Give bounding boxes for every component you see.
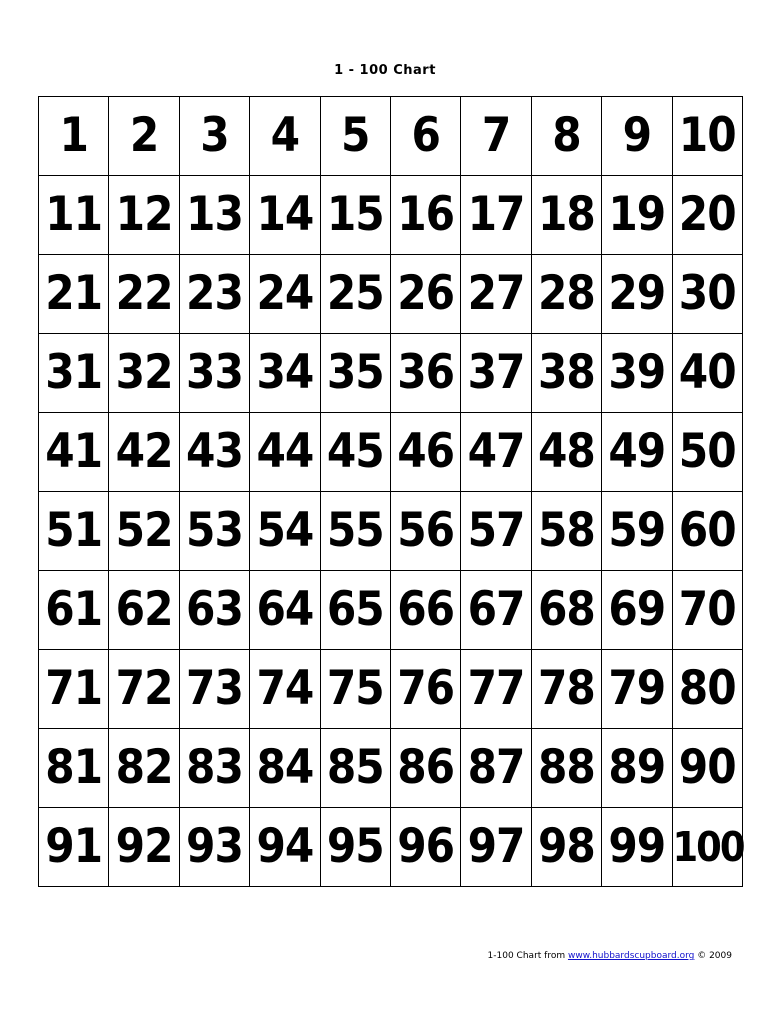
number-cell[interactable]: 67 bbox=[461, 571, 531, 650]
number-cell[interactable]: 83 bbox=[179, 729, 249, 808]
table-row bbox=[39, 255, 743, 334]
number-cell[interactable]: 89 bbox=[602, 729, 672, 808]
number-cell[interactable]: 76 bbox=[390, 650, 460, 729]
number-cell[interactable]: 84 bbox=[250, 729, 320, 808]
table-row bbox=[39, 413, 743, 492]
number-cell[interactable]: 33 bbox=[179, 334, 249, 413]
number-cell[interactable]: 79 bbox=[602, 650, 672, 729]
number-cell[interactable]: 68 bbox=[531, 571, 601, 650]
number-cell[interactable]: 49 bbox=[602, 413, 672, 492]
number-cell[interactable]: 10 bbox=[672, 97, 742, 176]
number-cell[interactable]: 78 bbox=[531, 650, 601, 729]
number-cell[interactable]: 57 bbox=[461, 492, 531, 571]
number-cell[interactable]: 16 bbox=[390, 176, 460, 255]
footer-credit bbox=[488, 951, 732, 962]
number-cell[interactable]: 38 bbox=[531, 334, 601, 413]
number-cell[interactable]: 61 bbox=[39, 571, 109, 650]
number-cell[interactable]: 24 bbox=[250, 255, 320, 334]
number-cell[interactable]: 12 bbox=[109, 176, 179, 255]
number-cell[interactable]: 5 bbox=[320, 97, 390, 176]
number-cell[interactable]: 82 bbox=[109, 729, 179, 808]
hubbardscupboard-link[interactable]: www.hubbardscupboard.org bbox=[567, 951, 695, 961]
table-row bbox=[39, 729, 743, 808]
number-cell[interactable]: 81 bbox=[39, 729, 109, 808]
number-cell[interactable]: 22 bbox=[109, 255, 179, 334]
number-cell[interactable]: 75 bbox=[320, 650, 390, 729]
number-chart-body bbox=[39, 97, 743, 887]
number-cell[interactable]: 29 bbox=[602, 255, 672, 334]
number-cell[interactable]: 90 bbox=[672, 729, 742, 808]
number-cell[interactable]: 40 bbox=[672, 334, 742, 413]
number-cell[interactable]: 99 bbox=[602, 808, 672, 887]
number-cell[interactable]: 42 bbox=[109, 413, 179, 492]
number-cell[interactable]: 19 bbox=[602, 176, 672, 255]
number-cell[interactable]: 92 bbox=[109, 808, 179, 887]
number-cell[interactable]: 7 bbox=[461, 97, 531, 176]
number-cell[interactable]: 13 bbox=[179, 176, 249, 255]
number-cell[interactable]: 1 bbox=[39, 97, 109, 176]
table-row bbox=[39, 176, 743, 255]
number-cell[interactable]: 63 bbox=[179, 571, 249, 650]
number-cell[interactable]: 51 bbox=[39, 492, 109, 571]
table-row bbox=[39, 492, 743, 571]
number-cell[interactable]: 53 bbox=[179, 492, 249, 571]
number-cell[interactable]: 100 bbox=[672, 808, 742, 887]
number-cell[interactable]: 15 bbox=[320, 176, 390, 255]
number-cell[interactable]: 23 bbox=[179, 255, 249, 334]
number-chart-table bbox=[38, 96, 743, 887]
table-row bbox=[39, 97, 743, 176]
number-cell[interactable]: 20 bbox=[672, 176, 742, 255]
number-cell[interactable]: 94 bbox=[250, 808, 320, 887]
page-title: 1 - 100 Chart bbox=[334, 63, 436, 78]
number-cell[interactable]: 54 bbox=[250, 492, 320, 571]
number-cell[interactable]: 2 bbox=[109, 97, 179, 176]
table-row bbox=[39, 334, 743, 413]
number-cell[interactable]: 65 bbox=[320, 571, 390, 650]
number-cell[interactable]: 87 bbox=[461, 729, 531, 808]
table-row bbox=[39, 808, 743, 887]
number-cell[interactable]: 64 bbox=[250, 571, 320, 650]
number-cell[interactable]: 43 bbox=[179, 413, 249, 492]
number-cell[interactable]: 46 bbox=[390, 413, 460, 492]
number-cell[interactable]: 73 bbox=[179, 650, 249, 729]
number-cell[interactable]: 36 bbox=[390, 334, 460, 413]
number-cell[interactable]: 39 bbox=[602, 334, 672, 413]
number-cell[interactable]: 97 bbox=[461, 808, 531, 887]
number-cell[interactable]: 80 bbox=[672, 650, 742, 729]
number-cell[interactable]: 44 bbox=[250, 413, 320, 492]
number-cell[interactable]: 85 bbox=[320, 729, 390, 808]
number-cell[interactable]: 66 bbox=[390, 571, 460, 650]
number-cell[interactable]: 91 bbox=[39, 808, 109, 887]
number-cell[interactable]: 77 bbox=[461, 650, 531, 729]
footer-copyright: © 2009 bbox=[694, 951, 732, 961]
number-cell[interactable]: 32 bbox=[109, 334, 179, 413]
number-cell[interactable]: 31 bbox=[39, 334, 109, 413]
number-cell[interactable]: 74 bbox=[250, 650, 320, 729]
number-cell[interactable]: 96 bbox=[390, 808, 460, 887]
number-cell[interactable]: 93 bbox=[179, 808, 249, 887]
number-cell[interactable]: 60 bbox=[672, 492, 742, 571]
number-cell[interactable]: 88 bbox=[531, 729, 601, 808]
number-cell[interactable]: 56 bbox=[390, 492, 460, 571]
number-cell[interactable]: 70 bbox=[672, 571, 742, 650]
number-cell[interactable]: 34 bbox=[250, 334, 320, 413]
number-cell[interactable]: 41 bbox=[39, 413, 109, 492]
number-cell[interactable]: 52 bbox=[109, 492, 179, 571]
number-cell[interactable]: 62 bbox=[109, 571, 179, 650]
number-cell[interactable]: 4 bbox=[250, 97, 320, 176]
footer-prefix: 1-100 Chart from bbox=[487, 951, 568, 961]
number-cell[interactable]: 8 bbox=[531, 97, 601, 176]
table-row bbox=[39, 571, 743, 650]
number-cell[interactable]: 55 bbox=[320, 492, 390, 571]
number-cell[interactable]: 25 bbox=[320, 255, 390, 334]
number-cell[interactable]: 86 bbox=[390, 729, 460, 808]
number-cell[interactable]: 3 bbox=[179, 97, 249, 176]
number-cell[interactable]: 17 bbox=[461, 176, 531, 255]
number-cell[interactable]: 11 bbox=[39, 176, 109, 255]
number-cell[interactable]: 72 bbox=[109, 650, 179, 729]
number-cell[interactable]: 30 bbox=[672, 255, 742, 334]
number-cell[interactable]: 59 bbox=[602, 492, 672, 571]
number-cell[interactable]: 50 bbox=[672, 413, 742, 492]
table-row bbox=[39, 650, 743, 729]
number-cell[interactable]: 28 bbox=[531, 255, 601, 334]
number-cell[interactable]: 21 bbox=[39, 255, 109, 334]
number-cell[interactable]: 35 bbox=[320, 334, 390, 413]
number-cell[interactable]: 69 bbox=[602, 571, 672, 650]
number-cell[interactable]: 58 bbox=[531, 492, 601, 571]
number-cell[interactable]: 71 bbox=[39, 650, 109, 729]
number-chart-container bbox=[38, 96, 744, 887]
number-cell[interactable]: 98 bbox=[531, 808, 601, 887]
number-cell[interactable]: 47 bbox=[461, 413, 531, 492]
number-cell[interactable]: 45 bbox=[320, 413, 390, 492]
number-cell[interactable]: 9 bbox=[602, 97, 672, 176]
number-cell[interactable]: 26 bbox=[390, 255, 460, 334]
number-cell[interactable]: 48 bbox=[531, 413, 601, 492]
number-cell[interactable]: 6 bbox=[390, 97, 460, 176]
number-cell[interactable]: 37 bbox=[461, 334, 531, 413]
number-cell[interactable]: 95 bbox=[320, 808, 390, 887]
number-cell[interactable]: 14 bbox=[250, 176, 320, 255]
number-cell[interactable]: 18 bbox=[531, 176, 601, 255]
number-cell[interactable]: 27 bbox=[461, 255, 531, 334]
